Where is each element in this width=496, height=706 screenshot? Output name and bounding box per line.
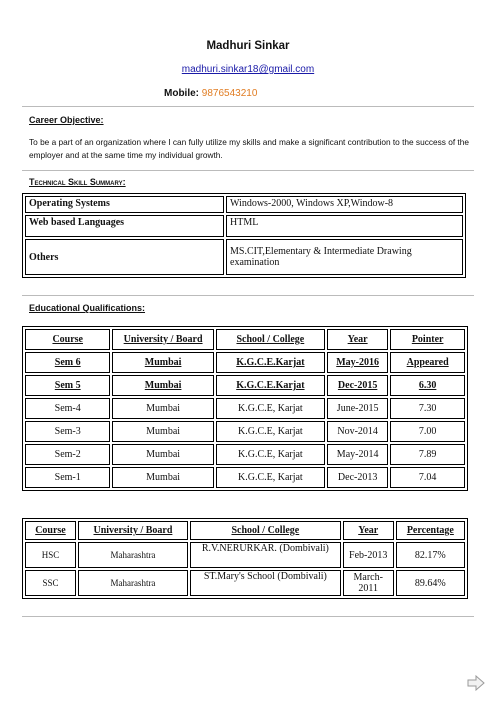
cell: Maharashtra xyxy=(78,570,188,596)
candidate-name: Madhuri Sinkar xyxy=(206,40,290,52)
email-link[interactable]: madhuri.sinkar18@gmail.com xyxy=(181,64,315,75)
cell: Sem 6 xyxy=(25,352,110,373)
table-row xyxy=(25,352,465,373)
col-header: School / College xyxy=(190,521,341,540)
cell: 82.17% xyxy=(396,542,465,568)
cell: Dec-2015 xyxy=(327,375,388,396)
cell: Mumbai xyxy=(112,421,213,442)
cell: Nov-2014 xyxy=(327,421,388,442)
table-row xyxy=(25,542,465,568)
arrow-right-icon[interactable] xyxy=(466,675,486,691)
cell: HSC xyxy=(25,542,76,568)
cell: Appeared xyxy=(390,352,465,373)
cell: Mumbai xyxy=(112,398,213,419)
col-header: University / Board xyxy=(78,521,188,540)
table-header-row xyxy=(25,521,465,540)
cell: Mumbai xyxy=(112,444,213,465)
cell: 7.00 xyxy=(390,421,465,442)
cell: June-2015 xyxy=(327,398,388,419)
table-row xyxy=(25,375,465,396)
divider xyxy=(22,295,474,296)
career-objective-heading: Career Objective: xyxy=(29,115,104,125)
cell: 7.89 xyxy=(390,444,465,465)
cell: May-2016 xyxy=(327,352,388,373)
mobile-value: 9876543210 xyxy=(201,88,258,99)
cell: 7.30 xyxy=(390,398,465,419)
table-row xyxy=(25,467,465,488)
skill-label: Operating Systems xyxy=(25,196,224,213)
cell: May-2014 xyxy=(327,444,388,465)
mobile-label: Mobile: xyxy=(164,88,199,99)
col-header: Course xyxy=(25,329,110,350)
cell: Sem-3 xyxy=(25,421,110,442)
cell: K.G.C.E, Karjat xyxy=(216,444,325,465)
cell: Mumbai xyxy=(112,467,213,488)
col-header: Year xyxy=(327,329,388,350)
skill-value: Windows-2000, Windows XP,Window-8 xyxy=(226,196,463,213)
technical-skill-heading: Technical Skill Summary: xyxy=(29,177,126,187)
cell: K.G.C.E.Karjat xyxy=(216,375,325,396)
education-table xyxy=(22,326,468,491)
col-header: Pointer xyxy=(390,329,465,350)
table-row xyxy=(25,398,465,419)
career-objective-text: To be a part of an organization where I can fully utilize my skills and make a significant contribution to the success of the employer and at the same time my individual growth. xyxy=(29,137,469,160)
cell: Maharashtra xyxy=(78,542,188,568)
col-header: Course xyxy=(25,521,76,540)
technical-skill-table xyxy=(22,193,466,278)
table-row xyxy=(25,570,465,596)
cell: 6.30 xyxy=(390,375,465,396)
table-row xyxy=(25,215,463,237)
divider xyxy=(22,170,474,171)
cell: Mumbai xyxy=(112,352,213,373)
divider xyxy=(22,616,474,617)
table-row xyxy=(25,196,463,213)
cell: Sem-2 xyxy=(25,444,110,465)
table-row xyxy=(25,239,463,275)
cell: Feb-2013 xyxy=(343,542,394,568)
cell: K.G.C.E, Karjat xyxy=(216,467,325,488)
cell: Sem-1 xyxy=(25,467,110,488)
table-header-row xyxy=(25,329,465,350)
cell: Sem 5 xyxy=(25,375,110,396)
col-header: Year xyxy=(343,521,394,540)
cell: K.G.C.E, Karjat xyxy=(216,421,325,442)
skill-label: Web based Languages xyxy=(25,215,224,237)
col-header: School / College xyxy=(216,329,325,350)
cell: K.G.C.E.Karjat xyxy=(216,352,325,373)
cell: SSC xyxy=(25,570,76,596)
cell: Dec-2013 xyxy=(327,467,388,488)
cell: 7.04 xyxy=(390,467,465,488)
cell: Mumbai xyxy=(112,375,213,396)
col-header: Percentage xyxy=(396,521,465,540)
skill-value: MS.CIT,Elementary & Intermediate Drawing examination xyxy=(226,239,463,275)
educational-qualifications-heading: Educational Qualifications: xyxy=(29,303,146,313)
cell: 89.64% xyxy=(396,570,465,596)
cell: K.G.C.E, Karjat xyxy=(216,398,325,419)
table-row xyxy=(25,444,465,465)
cell: March-2011 xyxy=(343,570,394,596)
col-header: University / Board xyxy=(112,329,213,350)
school-table xyxy=(22,518,468,599)
skill-value: HTML xyxy=(226,215,463,237)
mobile-line xyxy=(164,88,257,99)
cell: Sem-4 xyxy=(25,398,110,419)
divider xyxy=(22,106,474,107)
cell: ST.Mary's School (Dombivali) xyxy=(190,570,341,596)
skill-label: Others xyxy=(25,239,224,275)
cell: R.V.NERURKAR. (Dombivali) xyxy=(190,542,341,568)
table-row xyxy=(25,421,465,442)
